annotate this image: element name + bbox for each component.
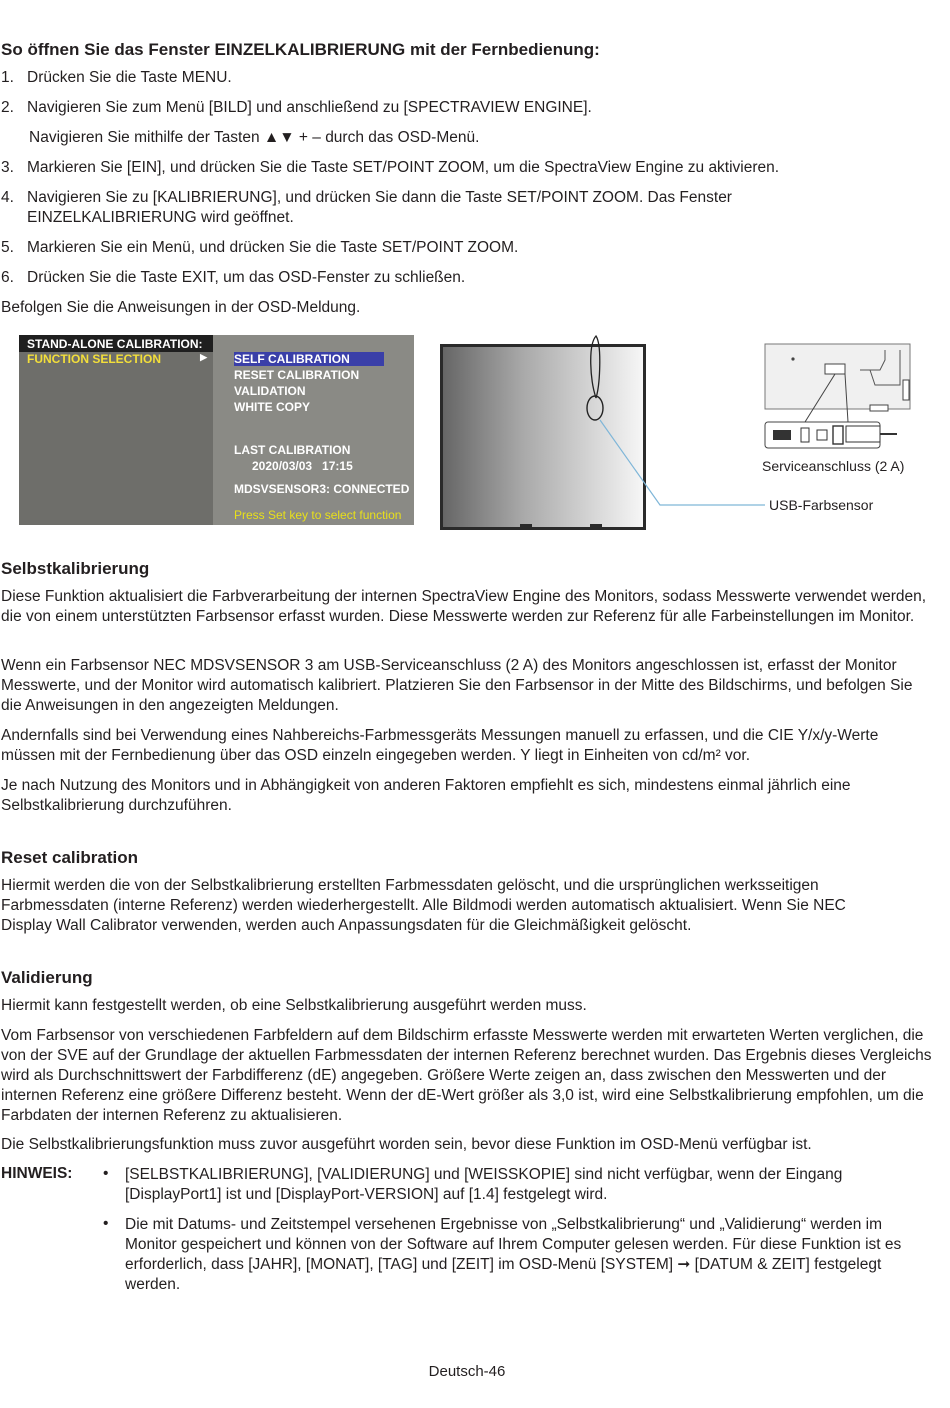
rear-panel (765, 344, 910, 409)
usb-port-icon (801, 428, 809, 442)
step-text: Drücken Sie die Taste EXIT, um das OSD-Fenster zu schließen. (27, 269, 466, 286)
paragraph: Vom Farbsensor von verschiedenen Farbfeldern auf dem Bildschirm erfasste Messwerte werden mit erwarteten Werten verglichen, die von der SVE auf der Grundlage der aktuellen Farbmessdaten der internen Referenz berechnet wurden. Das Ergebnis dieses Vergleichs wird als Durchschnittswert der Farbdifferenz (dE) angegeben. Größere Werte zeigen an, dass zwischen den Messwerten und der internen Referenz eine größere Differenz besteht. Wenn der dE-Wert größer als 3,0 ist, wird eine Selbstkalibrierung empfohlen, um die Farbdaten der internen Referenz zu aktualisieren. (1, 1027, 932, 1124)
page-footer: Deutsch-46 (428, 1363, 506, 1380)
paragraph: Wenn ein Farbsensor NEC MDSVSENSOR 3 am USB-Serviceanschluss (2 A) des Monitors angeschlossen ist, erfasst der Monitor Messwerte, und der Monitor wird automatisch kalibriert. Platzieren Sie den Farbsensor in der Mitte des Bildschirms, und befolgen Sie die Anweisungen in den angezeigten Meldungen. (1, 657, 913, 714)
note-item: Die mit Datums- und Zeitstempel versehenen Ergebnisse von „Selbstkalibrierung“ und „Validierung“ werden im Monitor gespeichert und können von der Software auf Ihrem Computer gelesen werden. Für diese Funktion ist es erforderlich, dass [JAHR], [MONAT], [TAG] und [ZEIT] im OSD-Menü [SYSTEM] ➞ [DATUM & ZEIT] festgelegt werden. (125, 1216, 902, 1293)
color-sensor-icon (587, 396, 603, 420)
osd-sensor-status: MDSVSENSOR3: CONNECTED (234, 482, 410, 496)
usb-port-icon (825, 364, 845, 374)
connection-diagram (0, 0, 950, 560)
usb-sensor-label: USB-Farbsensor (769, 497, 874, 513)
osd-item-reset-calibration: RESET CALIBRATION (234, 368, 360, 382)
step-number: 3. (1, 159, 14, 176)
note-item: [SELBSTKALIBRIERUNG], [VALIDIERUNG] und [WEISSKOPIE] sind nicht verfügbar, wenn der Eingang [DisplayPort1] ist und [DisplayPort-VERSION] auf [1.4] festgelegt wird. (125, 1166, 843, 1203)
step-number: 1. (1, 69, 14, 86)
monitor-foot (590, 524, 602, 527)
note-label: HINWEIS: (1, 1165, 73, 1182)
section-heading-self-calibration: Selbstkalibrierung (1, 559, 150, 578)
paragraph: Die Selbstkalibrierungsfunktion muss zuvor ausgeführt worden sein, bevor diese Funktion im OSD-Menü verfügbar ist. (1, 1136, 812, 1153)
osd-item-self-calibration: SELF CALIBRATION (234, 352, 384, 366)
sensor-leader-line (600, 420, 765, 505)
usb-b-port-icon (817, 430, 827, 440)
step-text: Drücken Sie die Taste MENU. (27, 69, 232, 86)
bullet-icon: • (103, 1215, 109, 1232)
intro-heading: So öffnen Sie das Fenster EINZELKALIBRIERUNG mit der Fernbedienung: (1, 40, 600, 59)
osd-title: STAND-ALONE CALIBRATION: (27, 337, 203, 351)
step-text: Markieren Sie ein Menü, und drücken Sie die Taste SET/POINT ZOOM. (27, 239, 519, 256)
service-port-icon (833, 426, 843, 444)
paragraph: Hiermit werden die von der Selbstkalibrierung erstellten Farbmessdaten gelöscht, und die ursprünglichen werksseitigen Farbmessdaten (interne Referenz) werden wiederhergestellt. Alle Bildmodi werden automatisch aktualisiert. Wenn Sie NEC Display Wall Calibrator verwenden, werden auch Anpassungsdaten für die Gleichmäßigkeit gelöscht. (1, 877, 846, 934)
step-text: Markieren Sie [EIN], und drücken Sie die Taste SET/POINT ZOOM, um die SpectraView Engine zu aktivieren. (27, 159, 780, 176)
step-number: 5. (1, 239, 14, 256)
follow-instructions: Befolgen Sie die Anweisungen in der OSD-Meldung. (1, 299, 361, 316)
usb-plug-icon (846, 426, 880, 442)
section-heading-reset-calibration: Reset calibration (1, 848, 138, 867)
hdmi-port-icon (773, 430, 791, 440)
step-number: 4. (1, 189, 14, 206)
step-number: 6. (1, 269, 14, 286)
paragraph: Je nach Nutzung des Monitors und in Abhängigkeit von anderen Faktoren empfiehlt es sich, mindestens einmal jährlich eine Selbstkalibrierung durchzuführen. (1, 777, 851, 814)
step-number: 2. (1, 99, 14, 116)
osd-last-calibration-label: LAST CALIBRATION (234, 443, 351, 457)
triangle-right-icon: ▶ (200, 352, 207, 362)
service-port-label: Serviceanschluss (2 A) (762, 458, 905, 474)
paragraph: Diese Funktion aktualisiert die Farbverarbeitung der internen SpectraView Engine des Monitors, sodass Messwerte verwendet werden, die von einem unterstützten Farbsensor erfasst wurden. Diese Messwerte werden zur Referenz für alle Farbeinstellungen im Monitor. (1, 588, 927, 625)
paragraph: Andernfalls sind bei Verwendung eines Nahbereichs-Farbmessgeräts Messungen manuell zu erfassen, und die CIE Y/x/y-Werte müssen mit der Fernbedienung über das OSD einzeln eingegeben werden. Y liegt in Einheiten von cd/m² vor. (1, 727, 879, 764)
step-text: Navigieren Sie zu [KALIBRIERUNG], und drücken Sie dann die Taste SET/POINT ZOOM. Das Fenster EINZELKALIBRIERUNG wird geöffnet. (27, 189, 732, 226)
paragraph: Hiermit kann festgestellt werden, ob eine Selbstkalibrierung ausgeführt werden muss. (1, 997, 587, 1014)
osd-last-calibration-value: 2020/03/03 17:15 (252, 459, 353, 473)
sensor-cable (591, 336, 600, 398)
screw-icon (791, 357, 794, 360)
bullet-icon: • (103, 1165, 109, 1182)
osd-hint: Press Set key to select function (234, 508, 402, 522)
osd-item-validation: VALIDATION (234, 384, 306, 398)
monitor-foot (520, 524, 532, 527)
step-text: Navigieren Sie mithilfe der Tasten ▲▼ + – durch das OSD-Menü. (29, 129, 480, 146)
step-text: Navigieren Sie zum Menü [BILD] und anschließend zu [SPECTRAVIEW ENGINE]. (27, 99, 592, 116)
section-heading-validation: Validierung (1, 968, 93, 987)
side-port-icon (903, 380, 909, 400)
osd-selection-label: FUNCTION SELECTION (27, 352, 161, 366)
rear-panel-illustration (765, 344, 910, 448)
osd-item-white-copy: WHITE COPY (234, 400, 311, 414)
panel-foot (870, 405, 888, 411)
